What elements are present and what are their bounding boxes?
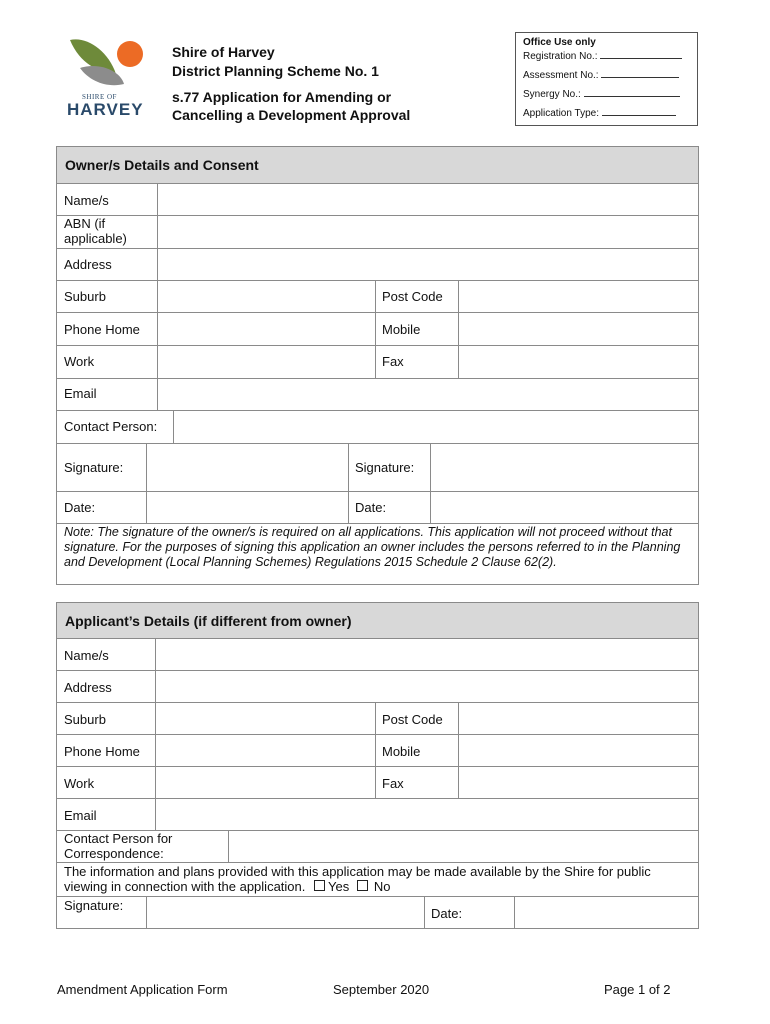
applicant-contact-field[interactable]: [229, 831, 698, 862]
owner-abn-label: ABN (if applicable): [64, 216, 127, 246]
owner-date-field-2[interactable]: [431, 492, 698, 523]
no-label: No: [373, 879, 391, 894]
office-use-box: [515, 32, 698, 126]
footer-form-name: Amendment Application Form: [57, 982, 228, 997]
applicant-suburb-label: Suburb: [64, 712, 106, 727]
owner-work-label: Work: [64, 354, 95, 369]
owner-note: Note: The signature of the owner/s is required on all applications. This application will not proceed without that signature. For the purposes of signing this application an owner includes the persons referred to in the Planning and Development (Local Planning Schemes) Regulations 2015 Schedule 2 Clause 62(2).: [64, 525, 681, 569]
synergy-row: [523, 87, 680, 101]
applicant-section: [56, 602, 699, 929]
yes-checkbox[interactable]: [314, 880, 325, 891]
owner-date-label-2: Date:: [355, 500, 387, 515]
owner-fax-field[interactable]: [459, 346, 698, 378]
owner-date-field-1[interactable]: [147, 492, 348, 523]
owner-address-label: Address: [64, 257, 112, 272]
registration-row: [523, 49, 682, 63]
owner-heading: Owner/s Details and Consent: [57, 147, 698, 184]
owner-email-label: Email: [64, 386, 97, 401]
footer-page: Page 1 of 2: [604, 982, 671, 997]
owner-suburb-field[interactable]: [158, 281, 375, 312]
applicant-date-field[interactable]: [515, 897, 698, 929]
owner-work-field[interactable]: [158, 346, 375, 378]
form-title-line1: s.77 Application for Amending or: [172, 89, 392, 105]
owner-names-field[interactable]: [158, 185, 698, 215]
owner-phone-home-field[interactable]: [158, 313, 375, 345]
owner-email-field[interactable]: [158, 379, 698, 410]
applicant-date-label: Date:: [431, 906, 463, 921]
applicant-signature-field[interactable]: [147, 897, 424, 929]
applicant-phone-home-field[interactable]: [156, 735, 375, 766]
yes-label: Yes: [328, 879, 350, 894]
logo-text-top: SHIRE OF: [82, 93, 117, 101]
owner-suburb-label: Suburb: [64, 289, 106, 304]
registration-label: Registration No.:: [523, 51, 598, 62]
applicant-mobile-label: Mobile: [382, 744, 421, 759]
owner-contact-label: Contact Person:: [64, 419, 158, 434]
owner-names-label: Name/s: [64, 193, 109, 208]
applicant-contact-label: Contact Person for Correspondence:: [64, 831, 173, 861]
synergy-field[interactable]: [584, 87, 680, 97]
shire-name: Shire of Harvey: [172, 44, 275, 60]
applicant-postcode-field[interactable]: [459, 703, 698, 734]
applicant-fax-label: Fax: [382, 776, 404, 791]
app-type-label: Application Type:: [523, 108, 599, 119]
applicant-names-field[interactable]: [156, 640, 698, 670]
footer-date: September 2020: [333, 982, 430, 997]
logo-text-main: HARVEY: [67, 100, 144, 119]
applicant-work-label: Work: [64, 776, 95, 791]
applicant-email-field[interactable]: [156, 799, 698, 830]
assessment-field[interactable]: [601, 68, 679, 78]
owner-mobile-field[interactable]: [459, 313, 698, 345]
app-type-field[interactable]: [602, 106, 676, 116]
applicant-signature-label: Signature:: [64, 898, 124, 913]
owner-mobile-label: Mobile: [382, 322, 421, 337]
scheme-name: District Planning Scheme No. 1: [172, 63, 379, 79]
no-checkbox[interactable]: [357, 880, 368, 891]
applicant-fax-field[interactable]: [459, 767, 698, 798]
applicant-phone-home-label: Phone Home: [64, 744, 140, 759]
owner-phone-home-label: Phone Home: [64, 322, 140, 337]
owner-section: [56, 146, 699, 585]
office-use-title: Office Use only: [523, 37, 596, 48]
owner-date-label-1: Date:: [64, 500, 96, 515]
assessment-row: [523, 68, 679, 82]
owner-contact-field[interactable]: [174, 411, 698, 443]
form-title-line2: Cancelling a Development Approval: [172, 107, 411, 123]
owner-address-field[interactable]: [158, 249, 698, 280]
applicant-address-label: Address: [64, 680, 112, 695]
owner-signature-field-1[interactable]: [147, 444, 348, 491]
applicant-info-row: [64, 864, 696, 894]
applicant-names-label: Name/s: [64, 648, 109, 663]
applicant-info-text: The information and plans provided with this application may be made available by the Shire for public viewing in connection with the application.: [64, 864, 651, 894]
owner-postcode-label: Post Code: [382, 289, 443, 304]
owner-fax-label: Fax: [382, 354, 404, 369]
registration-field[interactable]: [600, 49, 682, 59]
app-type-row: [523, 106, 676, 120]
applicant-email-label: Email: [64, 808, 97, 823]
synergy-label: Synergy No.:: [523, 89, 581, 100]
applicant-suburb-field[interactable]: [156, 703, 375, 734]
applicant-mobile-field[interactable]: [459, 735, 698, 766]
owner-signature-field-2[interactable]: [431, 444, 698, 491]
owner-postcode-field[interactable]: [459, 281, 698, 312]
applicant-work-field[interactable]: [156, 767, 375, 798]
applicant-postcode-label: Post Code: [382, 712, 443, 727]
owner-abn-field[interactable]: [158, 216, 698, 248]
owner-signature-label-1: Signature:: [64, 460, 124, 475]
owner-signature-label-2: Signature:: [355, 460, 415, 475]
assessment-label: Assessment No.:: [523, 70, 599, 81]
applicant-address-field[interactable]: [156, 671, 698, 702]
applicant-heading: Applicant’s Details (if different from owner): [57, 603, 698, 639]
